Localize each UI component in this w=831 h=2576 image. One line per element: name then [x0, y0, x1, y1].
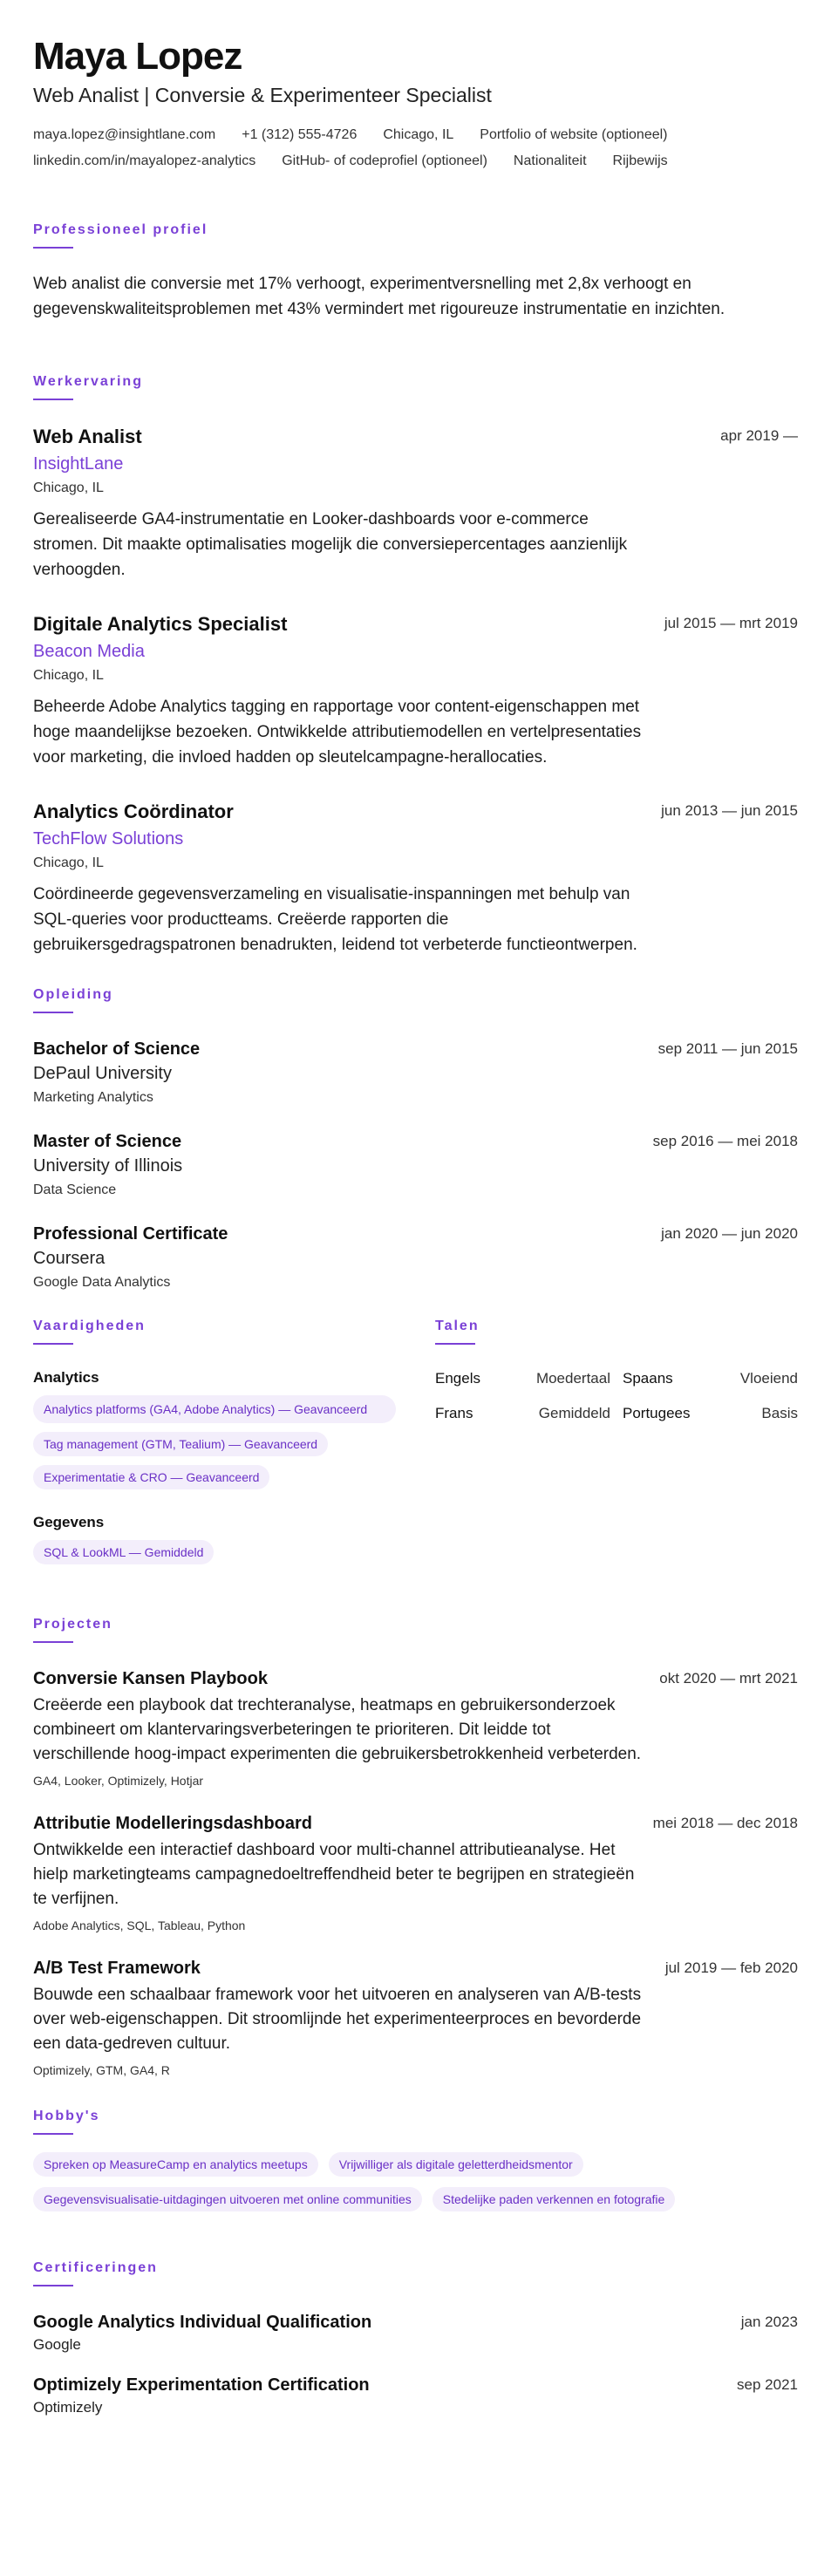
contact-location: Chicago, IL	[383, 127, 454, 142]
language-name: Engels	[435, 1370, 480, 1387]
skill-group-title: Analytics	[33, 1369, 99, 1386]
job-location: Chicago, IL	[33, 480, 104, 495]
language-name: Frans	[435, 1405, 473, 1421]
school: Coursera	[33, 1249, 106, 1268]
education-entry	[33, 1038, 798, 1107]
education-entry	[33, 1130, 798, 1200]
education-date: sep 2011 — jun 2015	[657, 1040, 798, 1057]
skill-chip: Experimentatie & CRO — Geavanceerd	[33, 1465, 269, 1489]
section-title: Opleiding	[33, 987, 113, 1002]
field-of-study: Marketing Analytics	[33, 1090, 153, 1105]
contact-phone[interactable]: +1 (312) 555-4726	[242, 127, 358, 142]
language-level: Basis	[761, 1405, 798, 1421]
hobby-chip: Vrijwilliger als digitale geletterdheidsmentor	[329, 2152, 583, 2177]
contact-linkedin[interactable]: linkedin.com/in/mayalopez-analytics	[33, 153, 256, 168]
job-location: Chicago, IL	[33, 668, 104, 683]
contact-email[interactable]: maya.lopez@insightlane.com	[33, 127, 216, 142]
skill-chip: Tag management (GTM, Tealium) — Geavanceerd	[33, 1432, 328, 1456]
skill-chip-list	[33, 1395, 396, 1489]
section-divider	[33, 1641, 73, 1643]
language-item	[623, 1369, 798, 1388]
certification-entry	[33, 2374, 798, 2417]
project-tech: Adobe Analytics, SQL, Tableau, Python	[33, 1918, 246, 1932]
section-title: Vaardigheden	[33, 1319, 146, 1333]
section-divider	[33, 247, 73, 249]
job-description: Gerealiseerde GA4-instrumentatie en Looker-dashboards voor e-commerce stromen. Dit maakte optimalisaties mogelijk die conversiepercentages aanzienlijk verhoogden.	[33, 510, 628, 579]
project-date: okt 2020 — mrt 2021	[659, 1670, 798, 1687]
job-title: Web Analist	[33, 426, 142, 447]
education-section	[33, 987, 798, 1292]
resume-header	[33, 35, 798, 170]
skills-languages-section	[33, 1319, 798, 1589]
project-entry	[33, 1812, 798, 1934]
job-description: Beheerde Adobe Analytics tagging en rapportage voor content-eigenschappen met hoge maandelijkse bezoeken. Ontwikkelde attributiemodellen en vertelpresentaties voor marketing, die invloed hadden op sleutelcampagne-herallocaties.	[33, 698, 642, 767]
contact-github[interactable]: GitHub- of codeprofiel (optioneel)	[282, 153, 487, 168]
section-title: Certificeringen	[33, 2260, 158, 2275]
certification-name: Google Analytics Individual Qualification	[33, 2313, 372, 2332]
field-of-study: Google Data Analytics	[33, 1275, 171, 1290]
language-item	[435, 1404, 610, 1423]
field-of-study: Data Science	[33, 1182, 117, 1197]
certification-date: jan 2023	[740, 2314, 798, 2330]
language-name: Portugees	[623, 1405, 691, 1421]
project-title: Attributie Modelleringsdashboard	[33, 1814, 313, 1833]
job-date: jul 2015 — mrt 2019	[664, 615, 798, 631]
project-date: mei 2018 — dec 2018	[652, 1815, 798, 1831]
section-divider	[33, 2133, 73, 2135]
project-tech: Optimizely, GTM, GA4, R	[33, 2063, 170, 2077]
degree: Bachelor of Science	[33, 1039, 201, 1059]
skill-chip: Analytics platforms (GA4, Adobe Analytics) — Geavanceerd	[33, 1395, 396, 1423]
school: DePaul University	[33, 1064, 172, 1083]
language-level: Gemiddeld	[538, 1405, 610, 1421]
degree: Master of Science	[33, 1132, 182, 1151]
section-title: Hobby's	[33, 2109, 100, 2123]
language-list	[435, 1369, 798, 1423]
school: University of Illinois	[33, 1156, 183, 1176]
hobby-chip: Stedelijke paden verkennen en fotografie	[433, 2187, 676, 2211]
language-item	[623, 1404, 798, 1423]
degree: Professional Certificate	[33, 1224, 228, 1244]
contact-list	[33, 126, 798, 170]
hobby-chip-list	[33, 2152, 783, 2211]
section-divider	[33, 1343, 73, 1345]
certifications-section	[33, 2260, 798, 2417]
certification-entry	[33, 2311, 798, 2355]
certification-date: sep 2021	[737, 2376, 798, 2393]
skill-chip-list	[33, 1540, 396, 1564]
education-date: sep 2016 — mei 2018	[652, 1133, 798, 1149]
projects-section	[33, 1617, 798, 2079]
job-company: InsightLane	[33, 454, 124, 474]
skill-chip: SQL & LookML — Gemiddeld	[33, 1540, 214, 1564]
job-description: Coördineerde gegevensverzameling en visualisatie-inspanningen met behulp van SQL-queries voor productteams. Creëerde rapporten die gebruikersgedragspatronen benadrukten, leidend tot verbeterde functieontwerpen.	[33, 885, 637, 954]
section-title: Werkervaring	[33, 374, 143, 389]
job-company: TechFlow Solutions	[33, 829, 184, 848]
project-title: Conversie Kansen Playbook	[33, 1669, 268, 1688]
education-date: jan 2020 — jun 2020	[661, 1225, 798, 1242]
language-level: Vloeiend	[739, 1370, 798, 1387]
experience-entry	[33, 612, 798, 770]
candidate-name: Maya Lopez	[33, 35, 242, 78]
project-tech: GA4, Looker, Optimizely, Hotjar	[33, 1774, 204, 1788]
certification-name: Optimizely Experimentation Certification	[33, 2375, 370, 2395]
section-divider	[33, 399, 73, 400]
experience-section	[33, 374, 798, 957]
section-title: Projecten	[33, 1617, 112, 1632]
profile-section	[33, 222, 798, 322]
project-title: A/B Test Framework	[33, 1959, 201, 1978]
certification-issuer: Optimizely	[33, 2399, 103, 2416]
job-date: apr 2019 —	[720, 427, 798, 444]
education-entry	[33, 1223, 798, 1292]
section-title: Talen	[435, 1319, 480, 1333]
job-company: Beacon Media	[33, 642, 145, 661]
section-divider	[33, 1012, 73, 1013]
project-date: jul 2019 — feb 2020	[664, 1959, 798, 1976]
hobby-chip: Spreken op MeasureCamp en analytics meetups	[33, 2152, 318, 2177]
project-description: Bouwde een schaalbaar framework voor het uitvoeren en analyseren van A/B-tests over web-eigenschappen. Dit stroomlijnde het experimenteerproces en bevorderde een data-gedreven cultuur.	[33, 1986, 642, 2053]
job-title: Analytics Coördinator	[33, 801, 234, 822]
profile-summary: Web analist die conversie met 17% verhoogt, experimentversnelling met 2,8x verhoogt en gegevenskwaliteitsproblemen met 43% vermindert met rigoureuze instrumentatie en inzichten.	[33, 275, 725, 318]
candidate-title: Web Analist | Conversie & Experimenteer Specialist	[33, 84, 492, 106]
experience-entry	[33, 800, 798, 957]
contact-portfolio[interactable]: Portfolio of website (optioneel)	[480, 127, 668, 142]
languages-column	[435, 1319, 798, 1589]
section-title: Professioneel profiel	[33, 222, 208, 237]
project-entry	[33, 1667, 798, 1789]
skill-group-title: Gegevens	[33, 1514, 105, 1530]
project-description: Ontwikkelde een interactief dashboard voor multi-channel attributieanalyse. Het hielp marketingteams campagnedoeltreffendheid beter te begrijpen en strategieën te verfijnen.	[33, 1841, 635, 1908]
certification-issuer: Google	[33, 2336, 81, 2353]
hobby-chip: Gegevensvisualisatie-uitdagingen uitvoeren met online communities	[33, 2187, 422, 2211]
section-divider	[435, 1343, 475, 1345]
project-entry	[33, 1957, 798, 2079]
section-divider	[33, 2285, 73, 2286]
language-item	[435, 1369, 610, 1388]
job-date: jun 2013 — jun 2015	[661, 802, 798, 819]
skills-column	[33, 1319, 396, 1589]
experience-entry	[33, 425, 798, 583]
project-description: Creëerde een playbook dat trechteranalyse, heatmaps en gebruikersonderzoek combineert om klantervaringsverbeteringen te prioriteren. Dit leidde tot verschillende hoog-impact experimenten die gebruikersbetrokkenheid verbeterden.	[33, 1696, 642, 1763]
job-title: Digitale Analytics Specialist	[33, 613, 288, 635]
contact-license: Rijbewijs	[612, 153, 668, 168]
job-location: Chicago, IL	[33, 855, 104, 870]
language-name: Spaans	[623, 1370, 673, 1387]
language-level: Moedertaal	[535, 1370, 610, 1387]
hobbies-section	[33, 2109, 798, 2211]
contact-nationality: Nationaliteit	[513, 153, 587, 168]
